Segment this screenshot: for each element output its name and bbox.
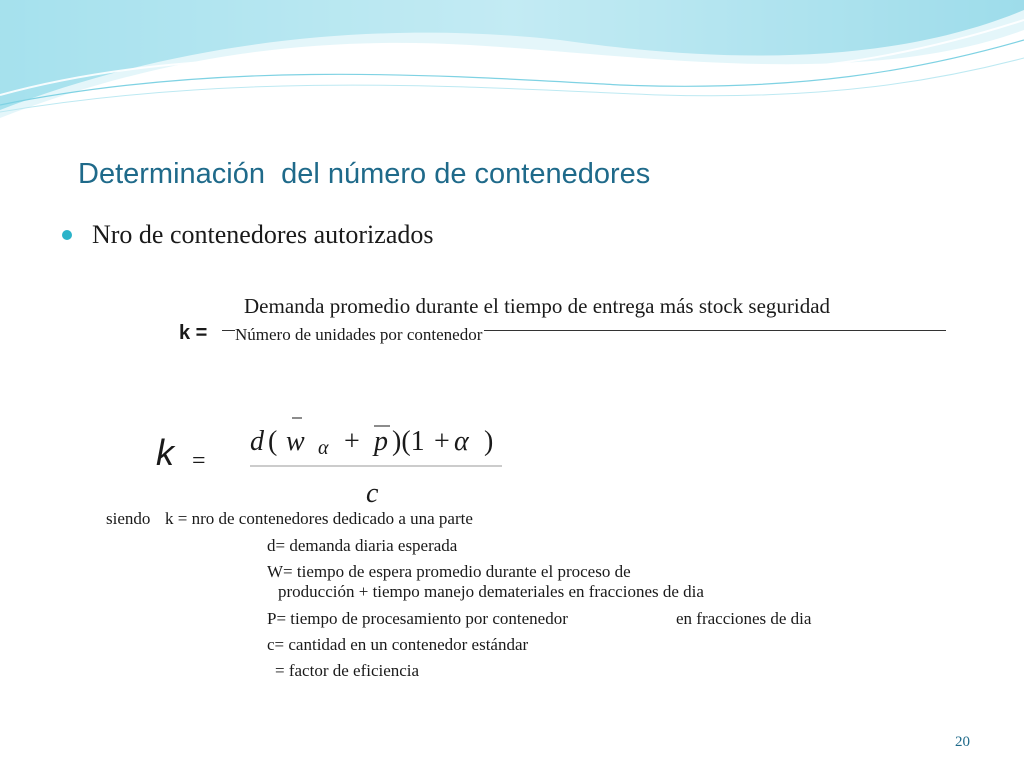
def-k: k = nro de contenedores dedicado a una parte [165, 509, 473, 528]
def-siendo: siendo [106, 509, 151, 528]
formula2-alpha: α [454, 426, 469, 457]
def-w-line1: W= tiempo de espera promedio durante el proceso de [267, 562, 631, 581]
formula2-expression [248, 406, 508, 516]
slide-title: Determinación del número de contenedores [78, 158, 651, 190]
def-p-units: en fracciones de dia [676, 609, 812, 628]
formula2-plus2: + [434, 426, 450, 457]
formula2-w: w [286, 426, 305, 457]
formula2-k-label: k [156, 432, 174, 473]
formula2-d: d [250, 426, 264, 457]
def-d: d= demanda diaria esperada [267, 536, 458, 555]
formula2-close-open: )(1 [392, 426, 425, 457]
def-c: c= cantidad en un contenedor estándar [267, 635, 529, 654]
formula2-alpha-sub: α [318, 437, 329, 459]
bullet-dot-icon [62, 230, 72, 240]
formula2-equals: = [192, 448, 206, 474]
header-wave-decoration [0, 0, 1024, 130]
def-w-line2: producción + tiempo manejo demateriales en fracciones de dia [278, 582, 704, 601]
formula1-denominator: Número de unidades por contenedor [235, 325, 483, 344]
bullet-text: Nro de contenedores autorizados [92, 220, 434, 249]
def-p: P= tiempo de procesamiento por contenedor [267, 609, 568, 628]
formula2-plus: + [344, 426, 360, 457]
formula2-denominator: c [366, 478, 379, 509]
formula2-p: p [374, 426, 388, 457]
formula2-open-paren: ( [268, 426, 278, 457]
formula1-numerator: Demanda promedio durante el tiempo de entrega más stock seguridad [244, 294, 831, 318]
formula2-close: ) [484, 426, 494, 457]
formula1-k-label: k = [179, 322, 208, 344]
def-alpha: = factor de eficiencia [275, 661, 420, 680]
page-number: 20 [955, 734, 970, 750]
